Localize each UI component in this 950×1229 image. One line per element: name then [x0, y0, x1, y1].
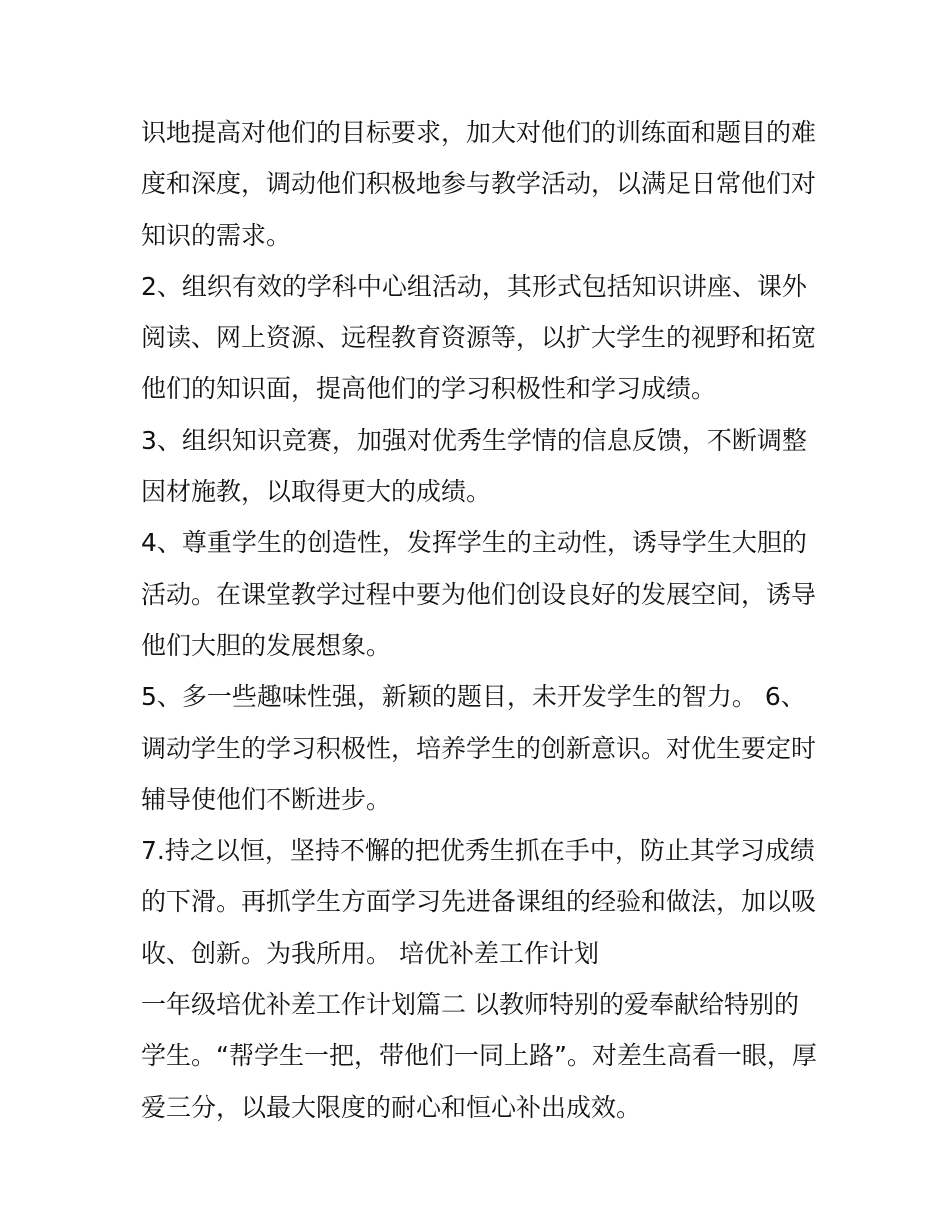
text-line: 5、多一些趣味性强，新颖的题目，未开发学生的智力。 6、 [141, 682, 806, 712]
text-line: 他们大胆的发展想象。 [141, 630, 392, 660]
text-line: 阅读、网上资源、远程教育资源等，以扩大学生的视野和拓宽 [141, 323, 817, 353]
text-line: 的下滑。再抓学生方面学习先进备课组的经验和做法，加以吸 [141, 887, 817, 917]
text-line: 辅导使他们不断进步。 [141, 784, 392, 814]
text-line: 4、尊重学生的创造性，发挥学生的主动性，诱导学生大胆的 [141, 528, 807, 558]
text-line: 2、组织有效的学科中心组活动，其形式包括知识讲座、课外 [141, 271, 807, 301]
text-line: 爱三分，以最大限度的耐心和恒心补出成效。 [141, 1092, 642, 1122]
text-line: 7.持之以恒，坚持不懈的把优秀生抓在手中，防止其学习成绩 [141, 836, 815, 866]
text-line: 活动。在课堂教学过程中要为他们创设良好的发展空间，诱导 [141, 579, 817, 609]
text-line: 一年级培优补差工作计划篇二 以教师特别的爱奉献给特别的 [141, 990, 799, 1020]
text-line: 知识的需求。 [141, 220, 292, 250]
text-line: 3、组织知识竞赛，加强对优秀生学情的信息反馈，不断调整 [141, 425, 807, 455]
text-line: 调动学生的学习积极性，培养学生的创新意识。对优生要定时 [141, 733, 817, 763]
text-line: 学生。“帮学生一把，带他们一同上路”。对差生高看一眼，厚 [141, 1041, 817, 1071]
text-line: 识地提高对他们的目标要求，加大对他们的训练面和题目的难 [141, 118, 817, 147]
text-line: 因材施教，以取得更大的成绩。 [141, 477, 492, 507]
text-line: 度和深度，调动他们积极地参与教学活动，以满足日常他们对 [141, 169, 817, 199]
text-line: 他们的知识面，提高他们的学习积极性和学习成绩。 [141, 374, 717, 404]
body-text [141, 107, 821, 1133]
text-line: 收、创新。为我所用。 培优补差工作计划 [141, 938, 599, 968]
